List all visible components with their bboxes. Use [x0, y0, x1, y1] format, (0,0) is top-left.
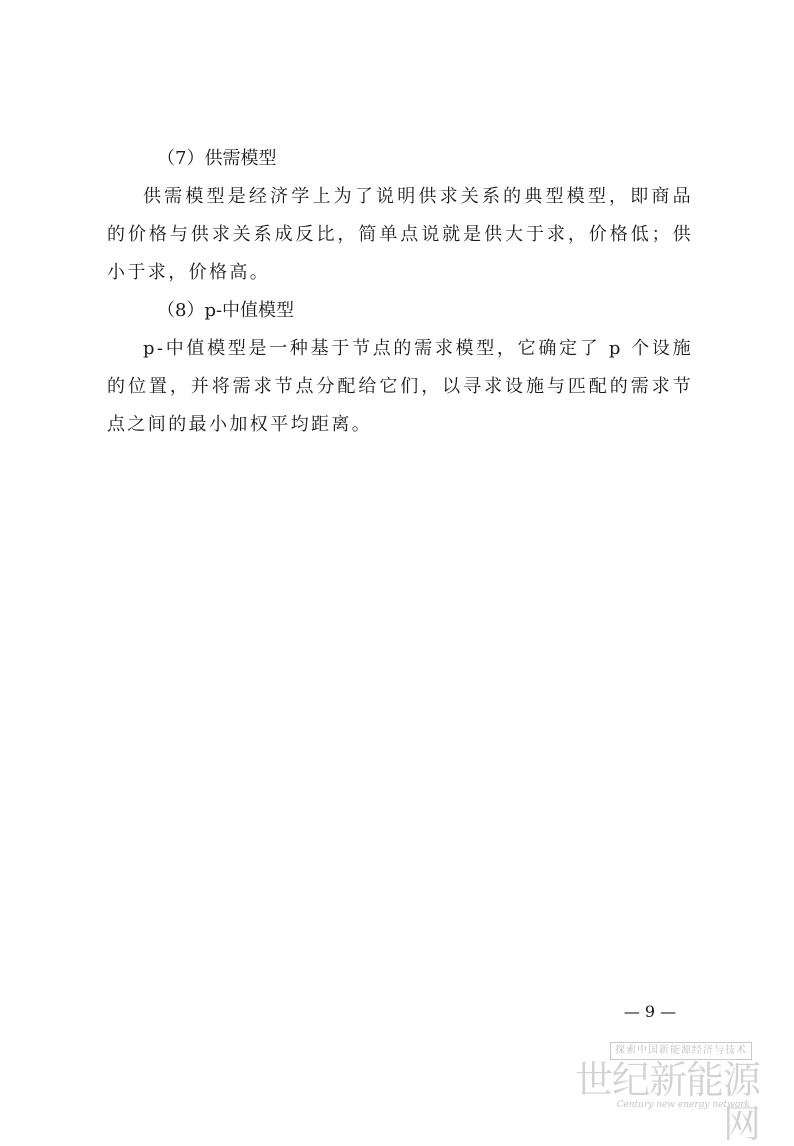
section-7-paragraph: 供需模型是经济学上为了说明供求关系的典型模型，即商品的价格与供求关系成反比，简单点说就是供大于求，价格低；供小于求，价格高。	[107, 186, 693, 283]
watermark-title: 世纪新能源网	[574, 1058, 760, 1146]
watermark-subtitle: Century new energy network	[616, 1100, 750, 1110]
section-7-heading: （7）供需模型	[157, 148, 277, 169]
section-8-heading: （8）p-中值模型	[157, 300, 295, 321]
watermark-logo	[560, 1042, 760, 1146]
document-body	[107, 140, 693, 444]
page-number: — 9 —	[623, 1002, 677, 1021]
watermark-tagline: 探索中国新能源经济与技术	[610, 1042, 752, 1060]
section-8-paragraph: p-中值模型是一种基于节点的需求模型，它确定了 p 个设施的位置，并将需求节点分配给它们，以寻求设施与匹配的需求节点之间的最小加权平均距离。	[107, 338, 693, 435]
